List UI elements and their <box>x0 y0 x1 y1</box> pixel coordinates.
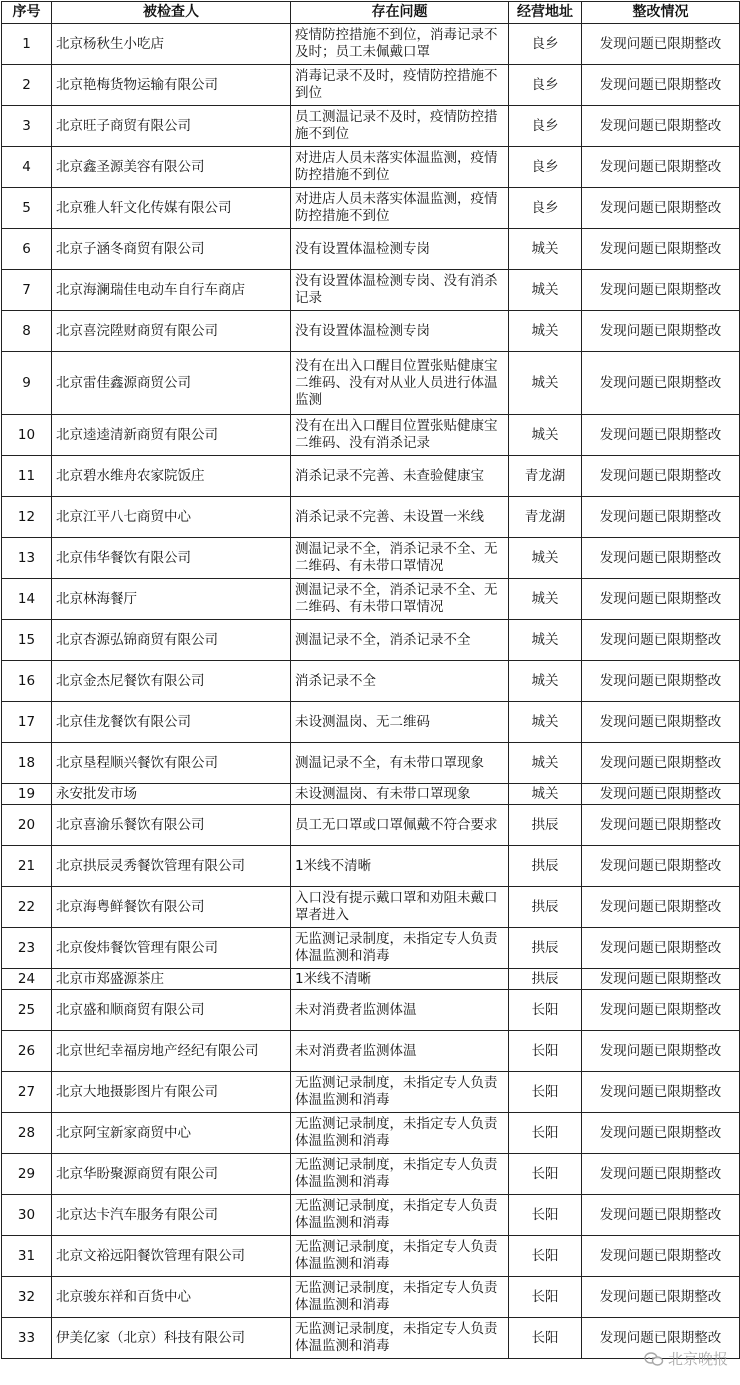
issue-cell: 没有设置体温检测专岗 <box>291 229 509 270</box>
status-cell: 发现问题已限期整改 <box>582 846 740 887</box>
issue-cell: 疫情防控措施不到位，消毒记录不及时；员工未佩戴口罩 <box>291 24 509 65</box>
table-row <box>2 928 740 969</box>
status-cell: 发现问题已限期整改 <box>582 1236 740 1277</box>
inspected-party-cell: 北京阿宝新家商贸中心 <box>52 1113 291 1154</box>
issue-cell: 1米线不清晰 <box>291 969 509 990</box>
inspected-party-cell: 北京杏源弘锦商贸有限公司 <box>52 620 291 661</box>
serial-number-cell: 19 <box>2 784 52 805</box>
inspected-party-cell: 北京骏东祥和百货中心 <box>52 1277 291 1318</box>
inspected-party-cell: 北京逵逵清新商贸有限公司 <box>52 415 291 456</box>
area-cell: 城关 <box>509 702 582 743</box>
serial-number-cell: 1 <box>2 24 52 65</box>
inspected-party-cell: 北京海粤鲜餐饮有限公司 <box>52 887 291 928</box>
serial-number-cell: 28 <box>2 1113 52 1154</box>
area-cell: 良乡 <box>509 106 582 147</box>
serial-number-cell: 5 <box>2 188 52 229</box>
table-row <box>2 661 740 702</box>
status-cell: 发现问题已限期整改 <box>582 969 740 990</box>
serial-number-cell: 25 <box>2 990 52 1031</box>
issue-cell: 入口没有提示戴口罩和劝阻未戴口罩者进入 <box>291 887 509 928</box>
serial-number-cell: 9 <box>2 352 52 415</box>
inspected-party-cell: 北京文裕远阳餐饮管理有限公司 <box>52 1236 291 1277</box>
status-cell: 发现问题已限期整改 <box>582 661 740 702</box>
area-cell: 城关 <box>509 352 582 415</box>
inspected-party-cell: 北京金杰尼餐饮有限公司 <box>52 661 291 702</box>
status-cell: 发现问题已限期整改 <box>582 784 740 805</box>
issue-cell: 无监测记录制度，未指定专人负责体温监测和消毒 <box>291 928 509 969</box>
area-cell: 良乡 <box>509 188 582 229</box>
table-body <box>2 24 740 1359</box>
issue-cell: 未对消费者监测体温 <box>291 1031 509 1072</box>
serial-number-cell: 3 <box>2 106 52 147</box>
serial-number-cell: 15 <box>2 620 52 661</box>
serial-number-cell: 7 <box>2 270 52 311</box>
issue-cell: 员工无口罩或口罩佩戴不符合要求 <box>291 805 509 846</box>
table-row <box>2 1236 740 1277</box>
area-cell: 城关 <box>509 661 582 702</box>
table-row <box>2 147 740 188</box>
serial-number-cell: 22 <box>2 887 52 928</box>
area-cell: 拱辰 <box>509 969 582 990</box>
inspected-party-cell: 北京林海餐厅 <box>52 579 291 620</box>
issue-cell: 无监测记录制度，未指定专人负责体温监测和消毒 <box>291 1236 509 1277</box>
area-cell: 长阳 <box>509 1318 582 1359</box>
status-cell: 发现问题已限期整改 <box>582 147 740 188</box>
status-cell: 发现问题已限期整改 <box>582 1195 740 1236</box>
serial-number-cell: 32 <box>2 1277 52 1318</box>
issue-cell: 对进店人员未落实体温监测，疫情防控措施不到位 <box>291 188 509 229</box>
table-row <box>2 1195 740 1236</box>
area-cell: 良乡 <box>509 65 582 106</box>
inspected-party-cell: 北京盛和顺商贸有限公司 <box>52 990 291 1031</box>
status-cell: 发现问题已限期整改 <box>582 24 740 65</box>
table-row <box>2 620 740 661</box>
serial-number-cell: 12 <box>2 497 52 538</box>
inspected-party-cell: 北京达卡汽车服务有限公司 <box>52 1195 291 1236</box>
table-row <box>2 65 740 106</box>
area-cell: 长阳 <box>509 1195 582 1236</box>
area-cell: 长阳 <box>509 1113 582 1154</box>
area-cell: 城关 <box>509 311 582 352</box>
issue-cell: 未设测温岗、有未带口罩现象 <box>291 784 509 805</box>
serial-number-cell: 11 <box>2 456 52 497</box>
issue-cell: 测温记录不全，消杀记录不全、无二维码、有未带口罩情况 <box>291 538 509 579</box>
table-row <box>2 188 740 229</box>
area-cell: 城关 <box>509 538 582 579</box>
area-cell: 良乡 <box>509 24 582 65</box>
issue-cell: 没有在出入口醒目位置张贴健康宝二维码、没有消杀记录 <box>291 415 509 456</box>
area-cell: 城关 <box>509 270 582 311</box>
serial-number-cell: 14 <box>2 579 52 620</box>
status-cell: 发现问题已限期整改 <box>582 805 740 846</box>
table-row <box>2 846 740 887</box>
table-row <box>2 538 740 579</box>
status-cell: 发现问题已限期整改 <box>582 538 740 579</box>
area-cell: 拱辰 <box>509 805 582 846</box>
issue-cell: 消毒记录不及时，疫情防控措施不到位 <box>291 65 509 106</box>
table-row <box>2 456 740 497</box>
table-row <box>2 24 740 65</box>
inspected-party-cell: 北京鑫圣源美容有限公司 <box>52 147 291 188</box>
inspected-party-cell: 北京喜浣陞财商贸有限公司 <box>52 311 291 352</box>
issue-cell: 未对消费者监测体温 <box>291 990 509 1031</box>
issue-cell: 消杀记录不完善、未查验健康宝 <box>291 456 509 497</box>
status-cell: 发现问题已限期整改 <box>582 456 740 497</box>
status-cell: 发现问题已限期整改 <box>582 270 740 311</box>
area-cell: 良乡 <box>509 147 582 188</box>
serial-number-cell: 29 <box>2 1154 52 1195</box>
header-serial-number: 序号 <box>2 2 52 24</box>
serial-number-cell: 17 <box>2 702 52 743</box>
inspection-table <box>1 1 740 1359</box>
issue-cell: 无监测记录制度，未指定专人负责体温监测和消毒 <box>291 1318 509 1359</box>
issue-cell: 员工测温记录不及时，疫情防控措施不到位 <box>291 106 509 147</box>
status-cell: 发现问题已限期整改 <box>582 990 740 1031</box>
status-cell: 发现问题已限期整改 <box>582 887 740 928</box>
inspected-party-cell: 北京世纪幸福房地产经纪有限公司 <box>52 1031 291 1072</box>
header-existing-issues: 存在问题 <box>291 2 509 24</box>
area-cell: 长阳 <box>509 990 582 1031</box>
status-cell: 发现问题已限期整改 <box>582 579 740 620</box>
inspected-party-cell: 北京市郑盛源茶庄 <box>52 969 291 990</box>
area-cell: 城关 <box>509 620 582 661</box>
status-cell: 发现问题已限期整改 <box>582 1318 740 1359</box>
inspected-party-cell: 北京艳梅货物运输有限公司 <box>52 65 291 106</box>
issue-cell: 消杀记录不完善、未设置一米线 <box>291 497 509 538</box>
inspected-party-cell: 北京江平八七商贸中心 <box>52 497 291 538</box>
status-cell: 发现问题已限期整改 <box>582 188 740 229</box>
table-row <box>2 270 740 311</box>
status-cell: 发现问题已限期整改 <box>582 229 740 270</box>
status-cell: 发现问题已限期整改 <box>582 106 740 147</box>
status-cell: 发现问题已限期整改 <box>582 1072 740 1113</box>
table-row <box>2 1277 740 1318</box>
status-cell: 发现问题已限期整改 <box>582 311 740 352</box>
inspected-party-cell: 北京雅人轩文化传媒有限公司 <box>52 188 291 229</box>
serial-number-cell: 20 <box>2 805 52 846</box>
serial-number-cell: 27 <box>2 1072 52 1113</box>
header-business-address: 经营地址 <box>509 2 582 24</box>
table-row <box>2 887 740 928</box>
inspected-party-cell: 北京海澜瑞佳电动车自行车商店 <box>52 270 291 311</box>
serial-number-cell: 26 <box>2 1031 52 1072</box>
table-row <box>2 805 740 846</box>
issue-cell: 测温记录不全，消杀记录不全 <box>291 620 509 661</box>
table-row <box>2 352 740 415</box>
status-cell: 发现问题已限期整改 <box>582 1031 740 1072</box>
serial-number-cell: 4 <box>2 147 52 188</box>
status-cell: 发现问题已限期整改 <box>582 352 740 415</box>
area-cell: 长阳 <box>509 1277 582 1318</box>
table-header <box>2 2 740 24</box>
area-cell: 长阳 <box>509 1236 582 1277</box>
inspected-party-cell: 伊美亿家（北京）科技有限公司 <box>52 1318 291 1359</box>
inspected-party-cell: 北京垦程顺兴餐饮有限公司 <box>52 743 291 784</box>
inspected-party-cell: 北京俊炜餐饮管理有限公司 <box>52 928 291 969</box>
serial-number-cell: 18 <box>2 743 52 784</box>
table-row <box>2 702 740 743</box>
issue-cell: 1米线不清晰 <box>291 846 509 887</box>
area-cell: 城关 <box>509 415 582 456</box>
inspected-party-cell: 北京喜渝乐餐饮有限公司 <box>52 805 291 846</box>
inspected-party-cell: 北京拱辰灵秀餐饮管理有限公司 <box>52 846 291 887</box>
table-row <box>2 311 740 352</box>
table-row <box>2 1113 740 1154</box>
status-cell: 发现问题已限期整改 <box>582 1154 740 1195</box>
serial-number-cell: 2 <box>2 65 52 106</box>
issue-cell: 无监测记录制度，未指定专人负责体温监测和消毒 <box>291 1277 509 1318</box>
status-cell: 发现问题已限期整改 <box>582 415 740 456</box>
area-cell: 长阳 <box>509 1072 582 1113</box>
area-cell: 拱辰 <box>509 928 582 969</box>
issue-cell: 无监测记录制度，未指定专人负责体温监测和消毒 <box>291 1113 509 1154</box>
area-cell: 青龙湖 <box>509 456 582 497</box>
serial-number-cell: 8 <box>2 311 52 352</box>
area-cell: 拱辰 <box>509 846 582 887</box>
area-cell: 长阳 <box>509 1154 582 1195</box>
serial-number-cell: 13 <box>2 538 52 579</box>
serial-number-cell: 23 <box>2 928 52 969</box>
status-cell: 发现问题已限期整改 <box>582 620 740 661</box>
inspected-party-cell: 北京碧水维舟农家院饭庄 <box>52 456 291 497</box>
inspected-party-cell: 北京伟华餐饮有限公司 <box>52 538 291 579</box>
table-row <box>2 1318 740 1359</box>
table-row <box>2 106 740 147</box>
watermark <box>644 1348 728 1369</box>
status-cell: 发现问题已限期整改 <box>582 1113 740 1154</box>
table-row <box>2 497 740 538</box>
inspected-party-cell: 北京大地摄影图片有限公司 <box>52 1072 291 1113</box>
header-rectification-status: 整改情况 <box>582 2 740 24</box>
header-row <box>2 2 740 24</box>
table-row <box>2 579 740 620</box>
inspected-party-cell: 北京旺子商贸有限公司 <box>52 106 291 147</box>
area-cell: 城关 <box>509 579 582 620</box>
header-inspected-party: 被检查人 <box>52 2 291 24</box>
table-row <box>2 415 740 456</box>
serial-number-cell: 6 <box>2 229 52 270</box>
serial-number-cell: 10 <box>2 415 52 456</box>
issue-cell: 没有设置体温检测专岗、没有消杀记录 <box>291 270 509 311</box>
table-row <box>2 1031 740 1072</box>
area-cell: 城关 <box>509 229 582 270</box>
status-cell: 发现问题已限期整改 <box>582 743 740 784</box>
table-row <box>2 990 740 1031</box>
status-cell: 发现问题已限期整改 <box>582 928 740 969</box>
issue-cell: 测温记录不全，消杀记录不全、无二维码、有未带口罩情况 <box>291 579 509 620</box>
status-cell: 发现问题已限期整改 <box>582 702 740 743</box>
area-cell: 城关 <box>509 743 582 784</box>
serial-number-cell: 30 <box>2 1195 52 1236</box>
inspected-party-cell: 北京华盼聚源商贸有限公司 <box>52 1154 291 1195</box>
inspected-party-cell: 北京杨秋生小吃店 <box>52 24 291 65</box>
chat-bubbles-icon <box>644 1351 664 1367</box>
table-row <box>2 969 740 990</box>
area-cell: 城关 <box>509 784 582 805</box>
serial-number-cell: 21 <box>2 846 52 887</box>
inspected-party-cell: 北京雷佳鑫源商贸公司 <box>52 352 291 415</box>
area-cell: 青龙湖 <box>509 497 582 538</box>
area-cell: 拱辰 <box>509 887 582 928</box>
issue-cell: 无监测记录制度，未指定专人负责体温监测和消毒 <box>291 1154 509 1195</box>
table-row <box>2 743 740 784</box>
status-cell: 发现问题已限期整改 <box>582 65 740 106</box>
table-row <box>2 229 740 270</box>
serial-number-cell: 16 <box>2 661 52 702</box>
serial-number-cell: 33 <box>2 1318 52 1359</box>
issue-cell: 测温记录不全，有未带口罩现象 <box>291 743 509 784</box>
serial-number-cell: 31 <box>2 1236 52 1277</box>
table-row <box>2 1154 740 1195</box>
table-row <box>2 784 740 805</box>
area-cell: 长阳 <box>509 1031 582 1072</box>
table-row <box>2 1072 740 1113</box>
status-cell: 发现问题已限期整改 <box>582 1277 740 1318</box>
issue-cell: 没有在出入口醒目位置张贴健康宝二维码、没有对从业人员进行体温监测 <box>291 352 509 415</box>
serial-number-cell: 24 <box>2 969 52 990</box>
issue-cell: 未设测温岗、无二维码 <box>291 702 509 743</box>
inspected-party-cell: 永安批发市场 <box>52 784 291 805</box>
issue-cell: 无监测记录制度，未指定专人负责体温监测和消毒 <box>291 1072 509 1113</box>
issue-cell: 无监测记录制度，未指定专人负责体温监测和消毒 <box>291 1195 509 1236</box>
issue-cell: 没有设置体温检测专岗 <box>291 311 509 352</box>
inspected-party-cell: 北京佳龙餐饮有限公司 <box>52 702 291 743</box>
issue-cell: 对进店人员未落实体温监测，疫情防控措施不到位 <box>291 147 509 188</box>
status-cell: 发现问题已限期整改 <box>582 497 740 538</box>
inspected-party-cell: 北京子涵冬商贸有限公司 <box>52 229 291 270</box>
issue-cell: 消杀记录不全 <box>291 661 509 702</box>
watermark-text: 北京晚报 <box>667 1350 728 1368</box>
